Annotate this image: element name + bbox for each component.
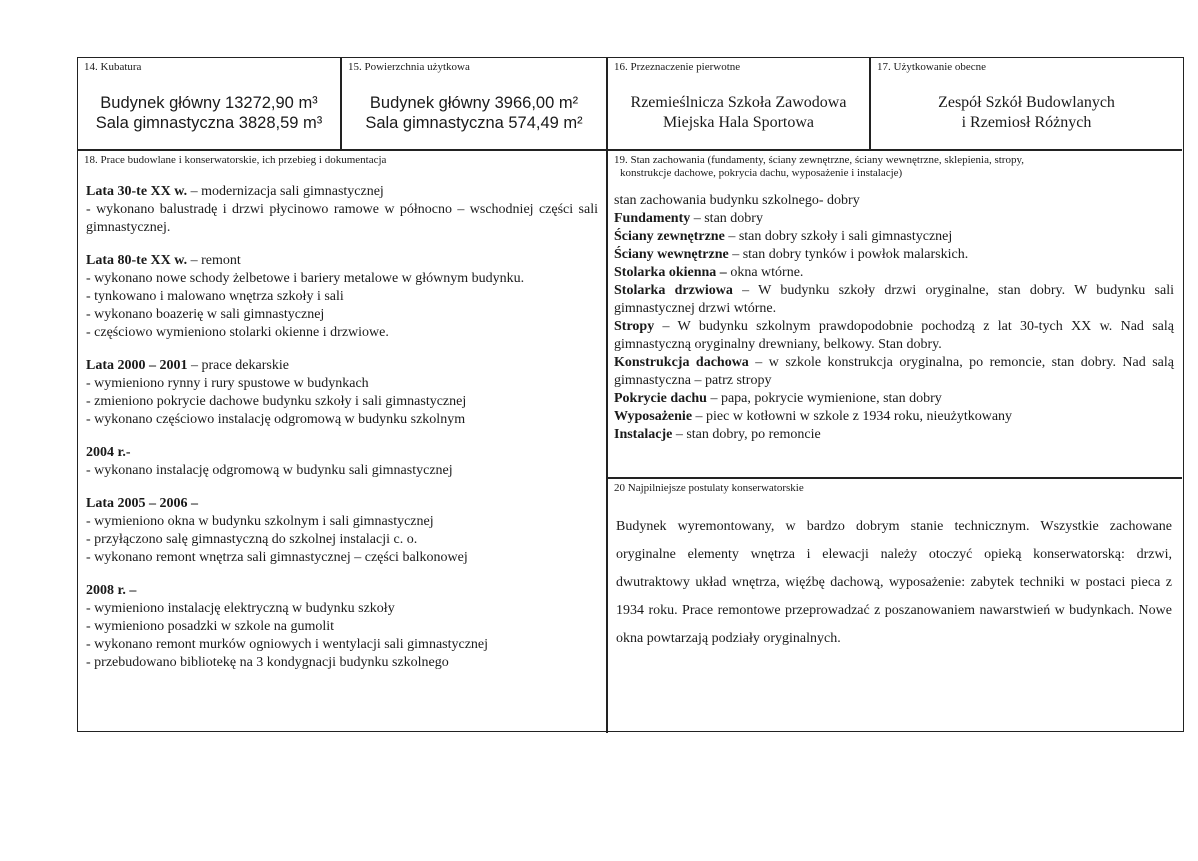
condition-value: – W budynku szkolnym prawdopodobnie pochodzą z lat 30-tych XX w. Nad salą gimnastyczną oryginalny drewniany, belkowy. Stan dobry.: [614, 319, 1174, 352]
field-header: 16. Przeznaczenie pierwotne: [614, 61, 741, 73]
record-card-table: [77, 57, 1184, 732]
field-header: 15. Powierzchnia użytkowa: [348, 61, 470, 73]
list-item: - zmieniono pokrycie dachowe budynku szkoły i sali gimnastycznej: [86, 394, 467, 409]
list-item: - przebudowano bibliotekę na 3 kondygnacji budynku szkolnego: [86, 655, 449, 670]
value-line: Miejska Hala Sportowa: [662, 114, 815, 131]
field-header: 17. Użytkowanie obecne: [877, 61, 987, 73]
list-item: - wykonano instalację odgromową w budynku sali gimnastycznej: [86, 463, 453, 478]
period-heading: [86, 183, 598, 201]
value-line: i Rzemiosł Różnych: [961, 114, 1092, 131]
condition-list: [608, 180, 1182, 444]
field-14-kubatura: [78, 58, 340, 149]
condition-key: Stolarka okienna –: [614, 265, 727, 280]
field-18-prace-budowlane: [78, 151, 606, 731]
condition-value: – W budynku szkoły drzwi oryginalne, stan dobry. W budynku sali gimnastycznej drzwi wtórne.: [614, 283, 1174, 316]
condition-intro: stan zachowania budynku szkolnego- dobry: [614, 193, 860, 208]
field-header: 20 Najpilniejsze postulaty konserwatorskie: [614, 482, 804, 494]
list-item: - wykonano remont murków ogniowych i wentylacji sali gimnastycznej: [86, 637, 489, 652]
condition-item: [614, 354, 1174, 390]
condition-item: [614, 408, 1174, 426]
works-list: [78, 167, 606, 672]
period-heading: 2004 r.-: [86, 445, 131, 460]
condition-item: [614, 282, 1174, 318]
field-header: [608, 151, 1182, 180]
list-item: - wymieniono posadzki w szkole na gumolit: [86, 619, 335, 634]
list-item: - wymieniono okna w budynku szkolnym i sali gimnastycznej: [86, 514, 434, 529]
period-desc: – modernizacja sali gimnastycznej: [187, 184, 384, 199]
field-value: [608, 93, 869, 133]
header-line: 19. Stan zachowania (fundamenty, ściany zewnętrzne, ściany wewnętrzne, sklepienia, stropy,: [614, 154, 1025, 166]
condition-item: [614, 426, 1174, 444]
field-19-stan-zachowania: [608, 151, 1182, 477]
condition-value: – stan dobry: [690, 211, 763, 226]
condition-value: – w szkole konstrukcja oryginalna, po remoncie, stan dobry. Nad salą gimnastyczna – patrz stropy: [614, 355, 1174, 388]
period-heading: [86, 252, 598, 270]
list-item: - przyłączono salę gimnastyczną do szkolnej instalacji c. o.: [86, 532, 418, 547]
field-17-uzytkowanie: [871, 58, 1182, 149]
period-title: Lata 80-te XX w.: [86, 253, 188, 268]
condition-item: [614, 318, 1174, 354]
period-desc: – remont: [187, 253, 241, 268]
condition-key: Konstrukcja dachowa: [614, 355, 749, 370]
field-value: [342, 93, 606, 133]
field-16-przeznaczenie: [608, 58, 869, 149]
value-line: Rzemieślnicza Szkoła Zawodowa: [630, 94, 847, 111]
condition-value: okna wtórne.: [726, 265, 804, 280]
condition-value: – stan dobry tynków i powłok malarskich.: [728, 247, 969, 262]
condition-key: Stropy: [614, 319, 655, 334]
header-line: konstrukcje dachowe, pokrycia dachu, wyposażenie i instalacje): [620, 167, 903, 179]
value-line: Budynek główny 3966,00 m²: [369, 94, 579, 112]
period-heading: Lata 2005 – 2006 –: [86, 496, 198, 511]
condition-key: Wyposażenie: [614, 409, 693, 424]
condition-item: [614, 210, 1174, 228]
field-value: [78, 93, 340, 133]
condition-value: – stan dobry, po remoncie: [672, 427, 821, 442]
list-item: - wymieniono instalację elektryczną w budynku szkoły: [86, 601, 395, 616]
condition-key: Ściany zewnętrzne: [614, 229, 725, 244]
condition-item: [614, 390, 1174, 408]
value-line: Zespół Szkół Budowlanych: [938, 94, 1115, 111]
list-item: - wymieniono rynny i rury spustowe w budynkach: [86, 376, 369, 391]
recommendations-text: Budynek wyremontowany, w bardzo dobrym stanie technicznym. Wszystkie zachowane oryginalne elementy wnętrza i elewacji należy otoczyć opieką konserwatorską: drzwi, dwutraktowy układ wnętrza, więźbę dachową, wyposażenie: zabytek techniki w postaci pieca z 1934 roku. Prace remontowe przeprowadzać z poszanowaniem nawarstwień w budynkach. Nowe okna powtarzają podziały oryginalnych.: [616, 519, 1172, 646]
list-item: - wykonano remont wnętrza sali gimnastycznej – części balkonowej: [86, 550, 468, 565]
condition-value: – piec w kotłowni w szkole z 1934 roku, nieużytkowany: [692, 409, 1013, 424]
condition-item: [614, 228, 1174, 246]
list-item: - wykonano balustradę i drzwi płycinowo ramowe w północno – wschodniej części sali gimnastycznej.: [86, 202, 598, 235]
field-header: 18. Prace budowlane i konserwatorskie, ich przebieg i dokumentacja: [84, 154, 387, 166]
period-heading: 2008 r. –: [86, 583, 137, 598]
field-header: 14. Kubatura: [84, 61, 142, 73]
list-item: - wykonano częściowo instalację odgromową w budynku szkolnym: [86, 412, 466, 427]
value-line: Sala gimnastyczna 574,49 m²: [365, 114, 583, 132]
condition-key: Fundamenty: [614, 211, 691, 226]
list-item: - wykonano boazerię w sali gimnastycznej: [86, 307, 325, 322]
period-desc: – prace dekarskie: [187, 358, 289, 373]
value-line: Budynek główny 13272,90 m³: [100, 94, 318, 112]
condition-key: Instalacje: [614, 427, 673, 442]
condition-key: Ściany wewnętrzne: [614, 247, 729, 262]
field-20-postulaty: [608, 479, 1182, 731]
list-item: - wykonano nowe schody żelbetowe i bariery metalowe w głównym budynku.: [86, 271, 525, 286]
condition-key: Pokrycie dachu: [614, 391, 707, 406]
field-15-powierzchnia: [342, 58, 606, 149]
condition-value: – papa, pokrycie wymienione, stan dobry: [706, 391, 942, 406]
condition-value: – stan dobry szkoły i sali gimnastycznej: [724, 229, 953, 244]
period-title: Lata 2000 – 2001: [86, 358, 188, 373]
period-heading: [86, 357, 598, 375]
condition-key: Stolarka drzwiowa: [614, 283, 733, 298]
period-title: Lata 30-te XX w.: [86, 184, 188, 199]
value-line: Sala gimnastyczna 3828,59 m³: [95, 114, 323, 132]
field-value: [871, 93, 1182, 133]
list-item: - częściowo wymieniono stolarki okienne i drzwiowe.: [86, 325, 389, 340]
condition-item: [614, 246, 1174, 264]
condition-item: [614, 264, 1174, 282]
list-item: - tynkowano i malowano wnętrza szkoły i sali: [86, 289, 344, 304]
